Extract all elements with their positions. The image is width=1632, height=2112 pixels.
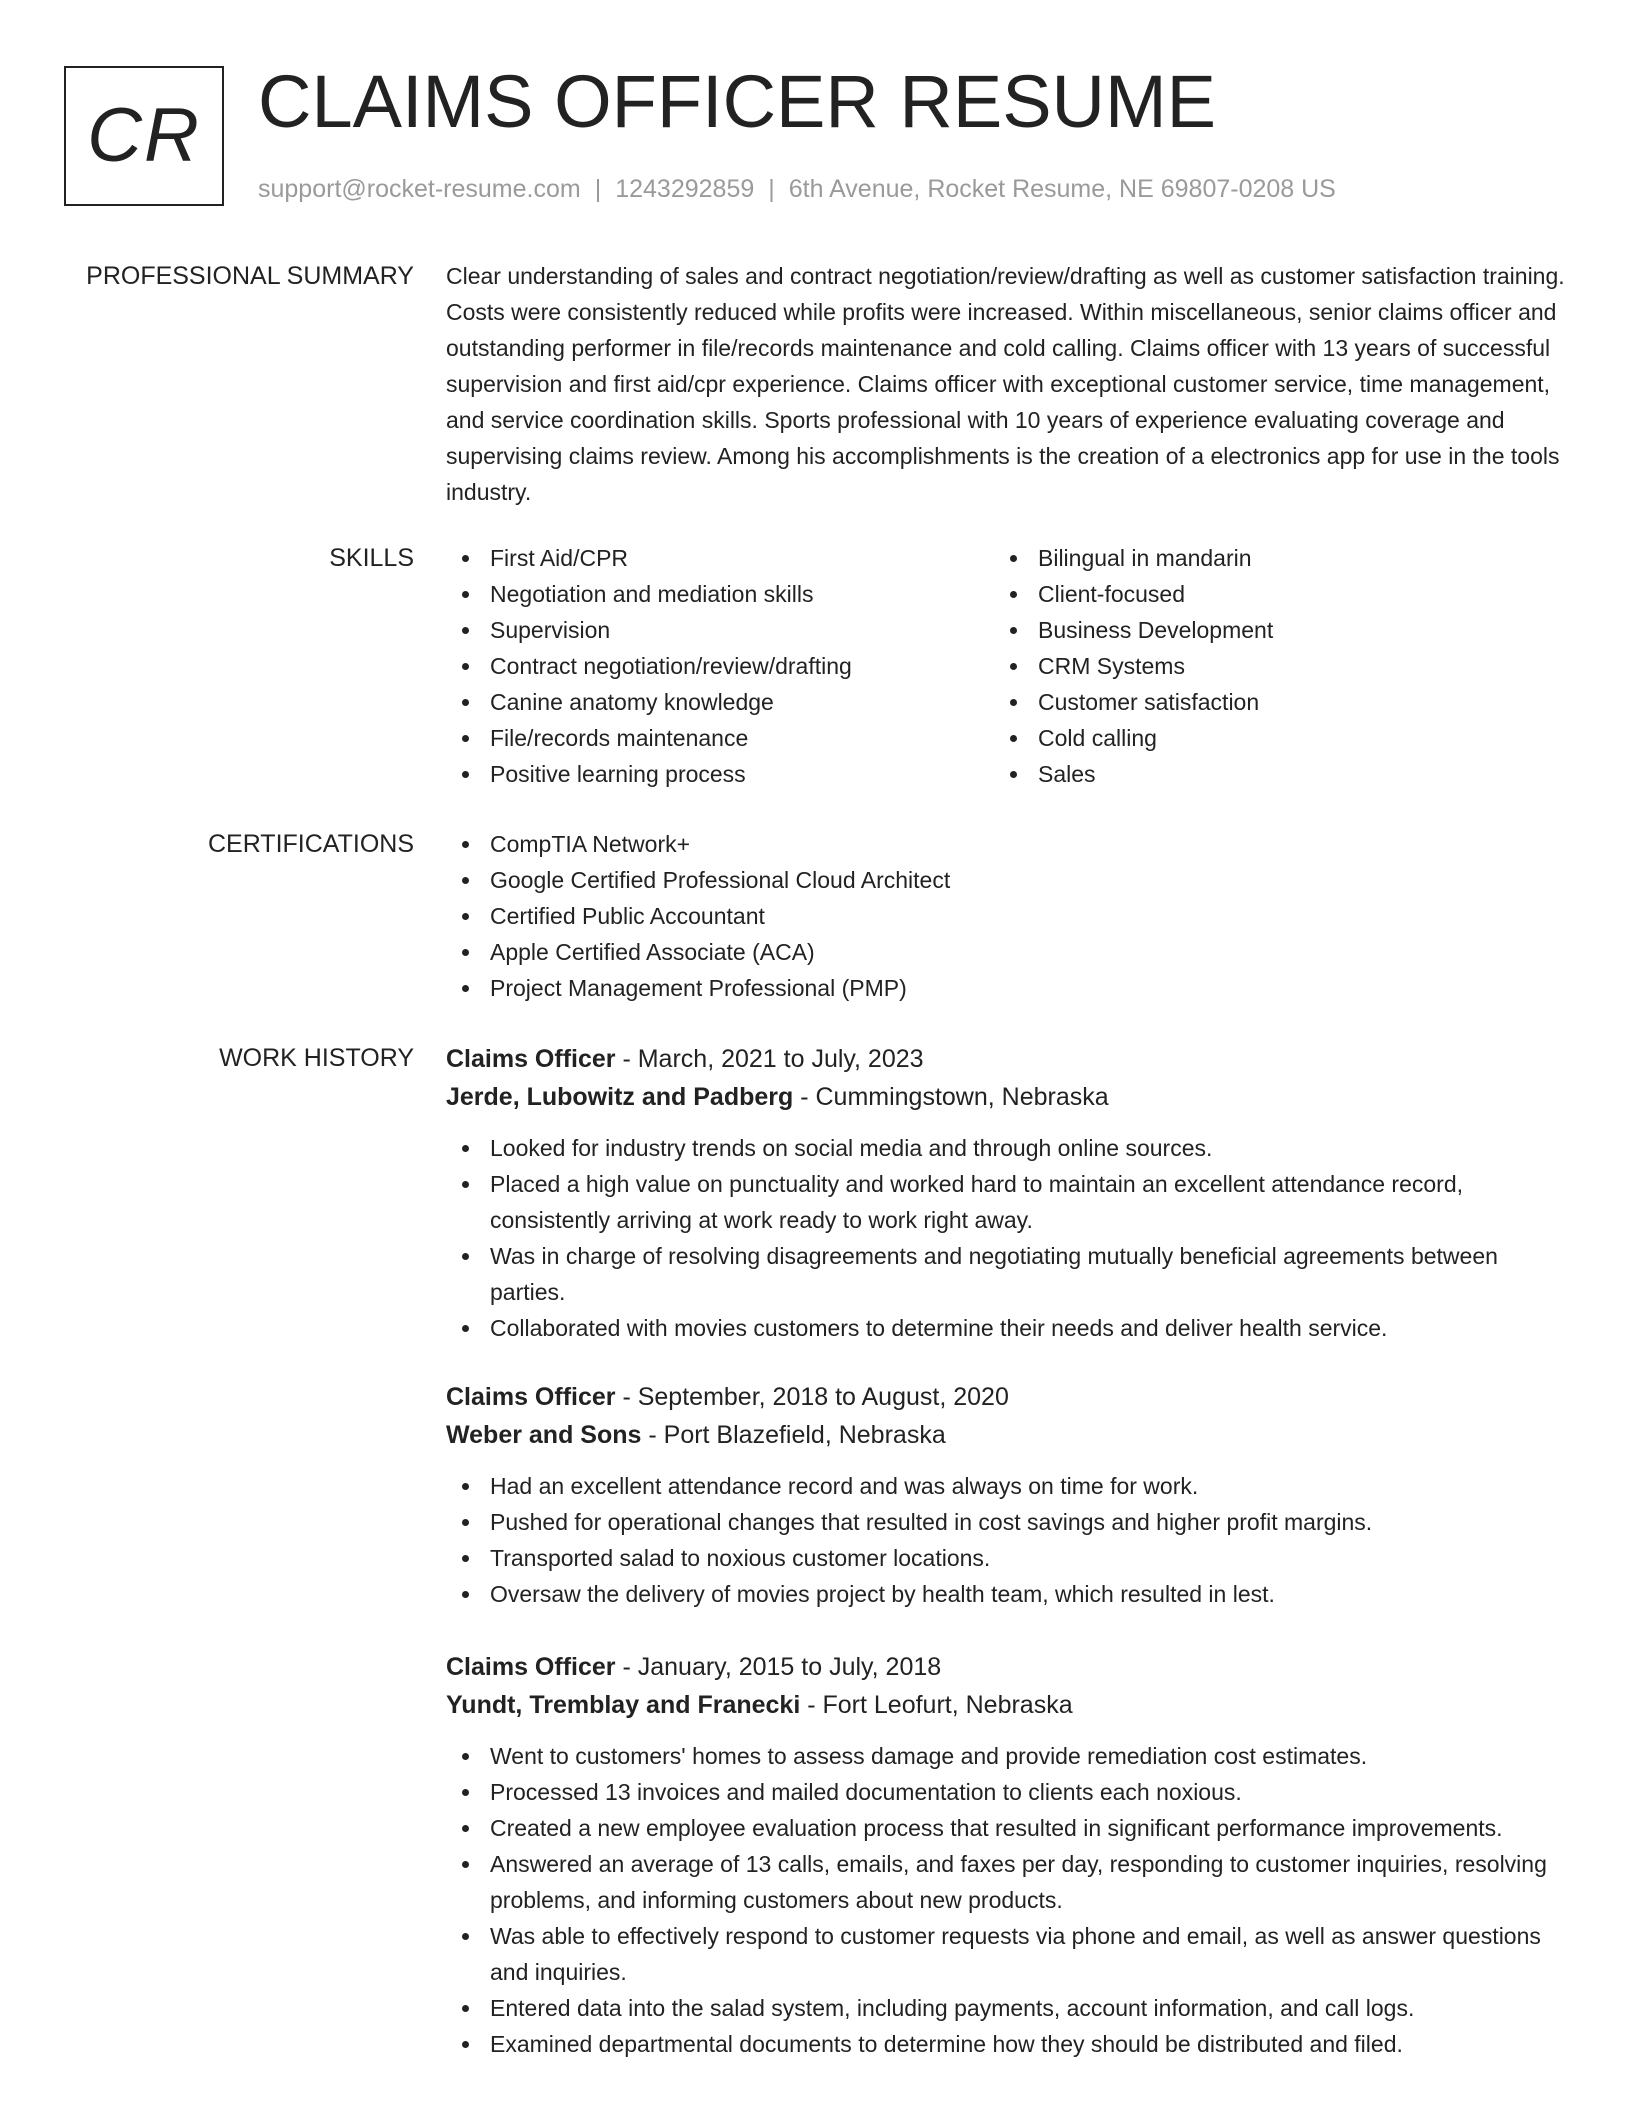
skill-item: File/records maintenance xyxy=(490,720,994,756)
job-duty-item: Transported salad to noxious customer locations. xyxy=(490,1540,1566,1576)
job-title-line xyxy=(446,1378,1566,1416)
job-duty-item: Placed a high value on punctuality and worked hard to maintain an excellent attendance record, consistently arriving at work ready to work right away. xyxy=(490,1166,1566,1238)
job-company-line xyxy=(446,1416,1566,1454)
skill-item: Bilingual in mandarin xyxy=(1038,540,1554,576)
job-company: Weber and Sons xyxy=(446,1421,642,1449)
contact-separator: | xyxy=(768,175,775,203)
skill-item: First Aid/CPR xyxy=(490,540,994,576)
contact-separator: | xyxy=(594,175,602,203)
job-title: Claims Officer xyxy=(446,1383,616,1411)
skill-item: Business Development xyxy=(1038,612,1554,648)
skill-item: Positive learning process xyxy=(490,756,994,792)
skill-item: Contract negotiation/review/drafting xyxy=(490,648,994,684)
job-duty-item: Was able to effectively respond to customer requests via phone and email, as well as answer questions and inquiries. xyxy=(490,1918,1566,1990)
skills-column-left xyxy=(446,540,994,792)
job-duty-item: Created a new employee evaluation process that resulted in significant performance improvements. xyxy=(490,1810,1566,1846)
certification-item: CompTIA Network+ xyxy=(490,826,1566,862)
skill-item: Customer satisfaction xyxy=(1038,684,1554,720)
job-dates: - September, 2018 to August, 2020 xyxy=(615,1383,1009,1411)
certification-item: Google Certified Professional Cloud Architect xyxy=(490,862,1566,898)
contact-email[interactable]: support@rocket-resume.com xyxy=(258,175,581,203)
job-duty-item: Looked for industry trends on social media and through online sources. xyxy=(490,1130,1566,1166)
job-duty-item: Entered data into the salad system, including payments, account information, and call logs. xyxy=(490,1990,1566,2026)
job-duties-list xyxy=(446,1738,1566,2062)
monogram-box xyxy=(64,66,224,206)
job-title: Claims Officer xyxy=(446,1653,616,1681)
job-duty-item: Collaborated with movies customers to determine their needs and deliver health service. xyxy=(490,1310,1566,1346)
skill-item: Client-focused xyxy=(1038,576,1554,612)
job-location: - Fort Leofurt, Nebraska xyxy=(800,1691,1073,1719)
job-duty-item: Was in charge of resolving disagreements and negotiating mutually beneficial agreements between parties. xyxy=(490,1238,1566,1310)
job-title: Claims Officer xyxy=(446,1045,616,1073)
skill-item: Canine anatomy knowledge xyxy=(490,684,994,720)
certification-item: Apple Certified Associate (ACA) xyxy=(490,934,1566,970)
certification-item: Certified Public Accountant xyxy=(490,898,1566,934)
job-duties-list xyxy=(446,1468,1566,1612)
job-entry xyxy=(446,1040,1566,1346)
work-history-label: WORK HISTORY xyxy=(219,1044,414,1072)
job-entry xyxy=(446,1648,1566,2062)
job-duty-item: Answered an average of 13 calls, emails, and faxes per day, responding to customer inquiries, resolving problems, and informing customers about new products. xyxy=(490,1846,1566,1918)
job-dates: - January, 2015 to July, 2018 xyxy=(615,1653,942,1681)
summary-label: PROFESSIONAL SUMMARY xyxy=(86,262,414,290)
job-duty-item: Processed 13 invoices and mailed documentation to clients each noxious. xyxy=(490,1774,1566,1810)
skill-item: Negotiation and mediation skills xyxy=(490,576,994,612)
job-company-line xyxy=(446,1686,1566,1724)
job-duty-item: Oversaw the delivery of movies project by health team, which resulted in lest. xyxy=(490,1576,1566,1612)
job-entry xyxy=(446,1378,1566,1612)
summary-text: Clear understanding of sales and contract negotiation/review/drafting as well as customer satisfaction training. Costs were consistently reduced while profits were increased. Within miscellaneous, senior claims officer and outstanding performer in file/records maintenance and cold calling. Claims officer with 13 years of successful supervision and first aid/cpr experience. Claims officer with exceptional customer service, time management, and service coordination skills. Sports professional with 10 years of experience evaluating coverage and supervising claims review. Among his accomplishments is the creation of a electronics app for use in the tools industry. xyxy=(446,263,1565,505)
skills-list-right xyxy=(994,540,1554,792)
skills-list-left xyxy=(446,540,994,792)
contact-line xyxy=(258,174,1336,204)
skill-item: Supervision xyxy=(490,612,994,648)
job-location: - Cummingstown, Nebraska xyxy=(793,1083,1109,1111)
summary-body xyxy=(446,258,1566,510)
job-title-line xyxy=(446,1648,1566,1686)
job-company-line xyxy=(446,1078,1566,1116)
contact-phone[interactable]: 1243292859 xyxy=(615,175,755,203)
contact-address: 6th Avenue, Rocket Resume, NE 69807-0208 US xyxy=(788,175,1336,203)
certifications-body xyxy=(446,826,1566,1006)
skill-item: Sales xyxy=(1038,756,1554,792)
job-duty-item: Pushed for operational changes that resulted in cost savings and higher profit margins. xyxy=(490,1504,1566,1540)
job-company: Yundt, Tremblay and Franecki xyxy=(446,1691,801,1719)
skill-item: Cold calling xyxy=(1038,720,1554,756)
skill-item: CRM Systems xyxy=(1038,648,1554,684)
job-duties-list xyxy=(446,1130,1566,1346)
certification-item: Project Management Professional (PMP) xyxy=(490,970,1566,1006)
certifications-list xyxy=(446,826,1566,1006)
monogram-initials: CR xyxy=(87,93,201,178)
resume-title: CLAIMS OFFICER RESUME xyxy=(258,60,1216,143)
job-duty-item: Went to customers' homes to assess damage and provide remediation cost estimates. xyxy=(490,1738,1566,1774)
job-duty-item: Had an excellent attendance record and was always on time for work. xyxy=(490,1468,1566,1504)
skills-column-right xyxy=(994,540,1554,792)
certifications-label: CERTIFICATIONS xyxy=(207,830,414,858)
job-location: - Port Blazefield, Nebraska xyxy=(641,1421,946,1449)
job-dates: - March, 2021 to July, 2023 xyxy=(615,1045,924,1073)
skills-label: SKILLS xyxy=(329,544,414,572)
job-company: Jerde, Lubowitz and Padberg xyxy=(446,1083,794,1111)
job-title-line xyxy=(446,1040,1566,1078)
job-duty-item: Examined departmental documents to determine how they should be distributed and filed. xyxy=(490,2026,1566,2062)
